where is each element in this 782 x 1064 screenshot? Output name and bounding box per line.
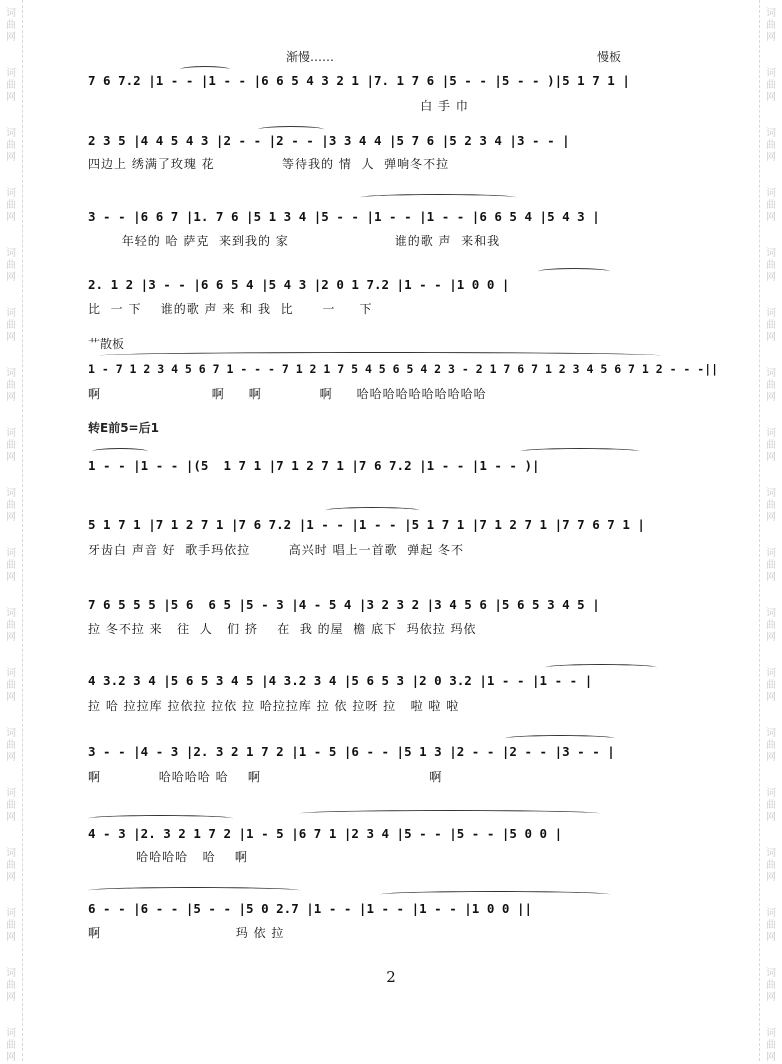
- lyrics-line-2: 四边上 绣满了玫瑰 花 等待我的 情 人 弹响冬不拉: [88, 157, 450, 171]
- lyrics-line-4: 比 一 下 谁的歌 声 来 和 我 比 一 下: [88, 302, 373, 316]
- slur: [180, 66, 230, 73]
- watermark-text: 词 曲 网: [6, 848, 16, 883]
- watermark-text: 词 曲 网: [6, 368, 16, 403]
- notation-line-4: 2. 1 2 |3 - - |6 6 5 4 |5 4 3 |2 0 1 7.2 |1 - - |1 0 0 |: [88, 277, 510, 292]
- watermark-text: 词 曲 网: [766, 668, 776, 703]
- phrase-slur: [100, 352, 660, 359]
- watermark-text: 词 曲 网: [766, 128, 776, 163]
- watermark-text: 词 曲 网: [766, 848, 776, 883]
- tie: [520, 448, 640, 455]
- watermark-text: 词 曲 网: [6, 188, 16, 223]
- left-watermark-strip: [0, 0, 23, 1061]
- notation-line-5: 1 - 7 1 2 3 4 5 6 7 1 - - - 7 1 2 1 7 5 4 5 6 5 4 2 3 - 2 1 7 6 7 1 2 3 4 5 6 7 1 2 - - -||: [88, 362, 719, 376]
- watermark-text: 词 曲 网: [6, 788, 16, 823]
- lyrics-line-12: 啊 玛 依 拉: [88, 926, 285, 940]
- watermark-text: 词 曲 网: [6, 1028, 16, 1063]
- watermark-text: 词 曲 网: [6, 128, 16, 163]
- notation-line-3: 3 - - |6 6 7 |1. 7 6 |5 1 3 4 |5 - - |1 - - |1 - - |6 6 5 4 |5 4 3 |: [88, 209, 600, 224]
- notation-line-9: 4 3.2 3 4 |5 6 5 3 4 5 |4 3.2 3 4 |5 6 5 3 |2 0 3.2 |1 - - |1 - - |: [88, 673, 593, 688]
- lyrics-line-5: 啊 啊 啊 啊 哈哈哈哈哈哈哈哈哈哈: [88, 387, 487, 401]
- watermark-text: 词 曲 网: [766, 788, 776, 823]
- watermark-text: 词 曲 网: [6, 668, 16, 703]
- notation-line-12: 6 - - |6 - - |5 - - |5 0 2.7 |1 - - |1 - - |1 - - |1 0 0 ||: [88, 901, 533, 916]
- watermark-text: 词 曲 网: [6, 248, 16, 283]
- lyrics-line-9: 拉 哈 拉拉库 拉依拉 拉依 拉 哈拉拉库 拉 依 拉呀 拉 啦 啦 啦: [88, 699, 460, 713]
- watermark-text: 词 曲 网: [766, 728, 776, 763]
- lyrics-line-11: 哈哈哈哈 哈 啊: [88, 850, 248, 864]
- tie: [92, 448, 148, 455]
- watermark-text: 词 曲 网: [766, 488, 776, 523]
- slur: [258, 126, 324, 133]
- phrase-slur: [300, 810, 600, 817]
- watermark-text: 词 曲 网: [766, 968, 776, 1003]
- tempo-marking-slow: 慢板: [597, 50, 622, 64]
- notation-line-6: 1 - - |1 - - |(5 1 7 1 |7 1 2 7 1 |7 6 7.2 |1 - - |1 - - )|: [88, 458, 540, 473]
- watermark-text: 词 曲 网: [766, 428, 776, 463]
- notation-line-7: 5 1 7 1 |7 1 2 7 1 |7 6 7.2 |1 - - |1 - - |5 1 7 1 |7 1 2 7 1 |7 7 6 7 1 |: [88, 517, 645, 532]
- key-change-marking: 转E前5=后1: [88, 421, 159, 435]
- watermark-text: 词 曲 网: [6, 428, 16, 463]
- watermark-text: 词 曲 网: [766, 308, 776, 343]
- tie: [538, 268, 610, 275]
- watermark-text: 词 曲 网: [6, 908, 16, 943]
- notation-line-11: 4 - 3 |2. 3 2 1 7 2 |1 - 5 |6 7 1 |2 3 4 |5 - - |5 - - |5 0 0 |: [88, 826, 563, 841]
- lyrics-line-3: 年轻的 哈 萨克 来到我的 家 谁的歌 声 来和我: [88, 234, 501, 248]
- lyrics-line-1: 白 手 巾: [88, 99, 469, 113]
- watermark-text: 词 曲 网: [6, 68, 16, 103]
- phrase-slur: [88, 887, 300, 894]
- watermark-text: 词 曲 网: [6, 8, 16, 43]
- tempo-marking-gradually-slower: 渐慢……: [286, 50, 335, 64]
- watermark-text: 词 曲 网: [766, 248, 776, 283]
- watermark-text: 词 曲 网: [766, 908, 776, 943]
- watermark-text: 词 曲 网: [6, 308, 16, 343]
- watermark-text: 词 曲 网: [766, 368, 776, 403]
- tempo-marking-free: 艹散板: [88, 337, 125, 351]
- watermark-text: 词 曲 网: [6, 548, 16, 583]
- page-number: 2: [386, 968, 396, 986]
- lyrics-line-7: 牙齿白 声音 好 歌手玛依拉 高兴时 唱上一首歌 弹起 冬不: [88, 543, 465, 557]
- tie: [545, 664, 657, 671]
- phrase-slur: [380, 891, 610, 898]
- watermark-text: 词 曲 网: [766, 68, 776, 103]
- lyrics-line-8: 拉 冬不拉 来 往 人 们 挤 在 我 的屋 檐 底下 玛依拉 玛依: [88, 622, 477, 636]
- watermark-text: 词 曲 网: [766, 8, 776, 43]
- notation-line-2: 2 3 5 |4 4 5 4 3 |2 - - |2 - - |3 3 4 4 |5 7 6 |5 2 3 4 |3 - - |: [88, 133, 570, 148]
- right-watermark-strip: [759, 0, 782, 1061]
- notation-line-10: 3 - - |4 - 3 |2. 3 2 1 7 2 |1 - 5 |6 - - |5 1 3 |2 - - |2 - - |3 - - |: [88, 744, 615, 759]
- tie: [360, 194, 516, 201]
- tie: [505, 735, 615, 742]
- watermark-text: 词 曲 网: [766, 188, 776, 223]
- watermark-text: 词 曲 网: [766, 1028, 776, 1063]
- watermark-text: 词 曲 网: [6, 968, 16, 1003]
- notation-line-8: 7 6 5 5 5 |5 6 6 5 |5 - 3 |4 - 5 4 |3 2 3 2 |3 4 5 6 |5 6 5 3 4 5 |: [88, 597, 600, 612]
- watermark-text: 词 曲 网: [6, 728, 16, 763]
- watermark-text: 词 曲 网: [6, 608, 16, 643]
- phrase-slur: [88, 815, 233, 822]
- watermark-text: 词 曲 网: [766, 548, 776, 583]
- notation-line-1: 7 6 7.2 |1 - - |1 - - |6 6 5 4 3 2 1 |7. 1 7 6 |5 - - |5 - - )|5 1 7 1 |: [88, 73, 630, 88]
- watermark-text: 词 曲 网: [766, 608, 776, 643]
- tie: [325, 507, 420, 514]
- watermark-text: 词 曲 网: [6, 488, 16, 523]
- lyrics-line-10: 啊 哈哈哈哈 哈 啊 啊: [88, 770, 443, 784]
